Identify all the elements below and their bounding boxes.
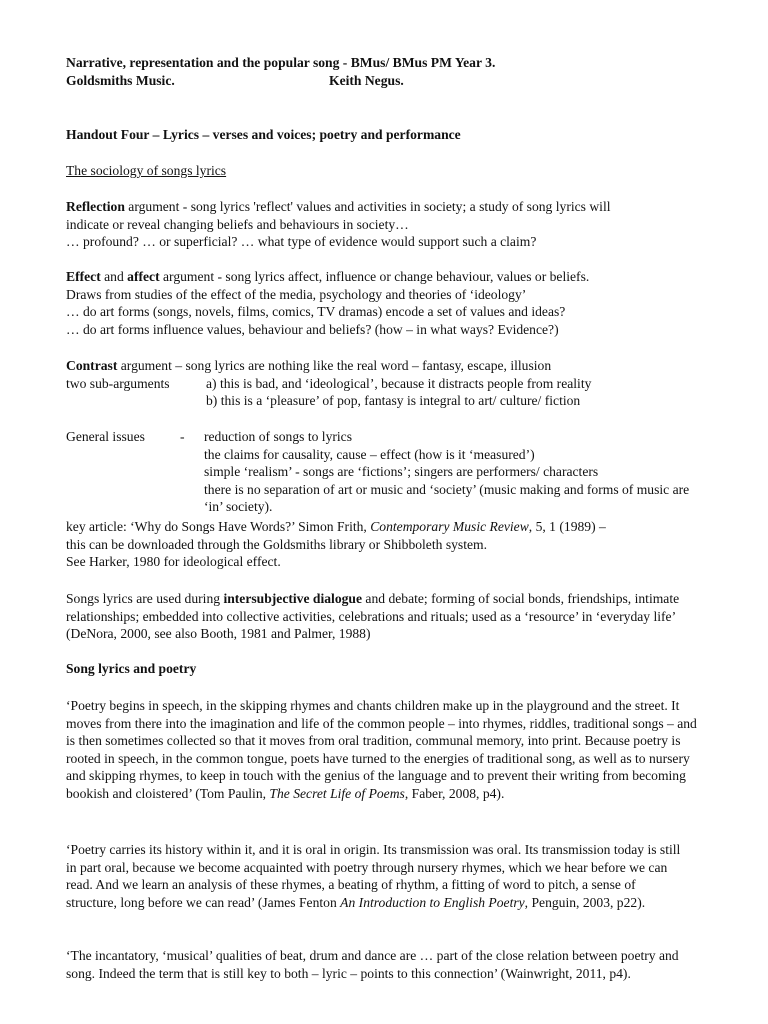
affect-term: affect [127, 269, 160, 284]
key-article [66, 518, 706, 571]
quote-paulin-post: , Faber, 2008, p4). [404, 785, 505, 801]
key-article-pre: key article: ‘Why do Songs Have Words?’ Simon Frith, [66, 519, 371, 534]
quote-fenton-text: ‘Poetry carries its history within it, and it is oral in origin. Its transmission was oral. Its transmission today is still in part oral, because we become acquainted with poetry through nursery rhymes, which we hear before we can read. And we learn an analysis of these rhymes, a beating of rhythm, a fitting of word to pitch, a sense of structure, long before we can read’ (James Fenton [66, 842, 681, 910]
quote-paulin [66, 697, 704, 803]
general-issue-item: there is no separation of art or music and ‘society’ (music making and forms of music are ‘in’ society). [204, 481, 690, 515]
effect-and: and [100, 269, 128, 284]
contrast-sub-a: a) this is bad, and ‘ideological’, because it distracts people from reality [206, 375, 592, 391]
reflection-line-2: indicate or reveal changing beliefs and behaviours in society… [66, 216, 409, 232]
reflection-paragraph [66, 198, 706, 251]
quote-fenton [66, 841, 686, 911]
effect-line-2: Draws from studies of the effect of the media, psychology and theories of ‘ideology’ [66, 286, 527, 302]
reflection-line-1: argument - song lyrics 'reflect' values and activities in society; a study of song lyrics will [124, 199, 611, 214]
general-issue-item: reduction of songs to lyrics [204, 429, 352, 444]
general-issues [66, 428, 706, 516]
intersubjective-term: intersubjective dialogue [223, 591, 363, 606]
quote-wainwright: ‘The incantatory, ‘musical’ qualities of beat, drum and dance are … part of the close relation between poetry and song. Indeed the term that is still key to both – lyric – points to this connection’ (Wainwright, 2011, p4). [66, 948, 679, 981]
effect-term: Effect [66, 269, 101, 284]
quote-fenton-book: An Introduction to English Poetry [340, 894, 525, 910]
section-heading-poetry: Song lyrics and poetry [66, 661, 197, 676]
course-author: Keith Negus. [329, 72, 404, 88]
course-header [66, 54, 706, 89]
course-title: Narrative, representation and the popular song - BMus/ BMus PM Year 3. [66, 55, 496, 70]
general-issues-label: General issues [66, 429, 145, 444]
effect-line-1: argument - song lyrics affect, influence or change behaviour, values or beliefs. [159, 269, 590, 284]
key-article-post: , 5, 1 (1989) – [528, 519, 606, 534]
contrast-sub-b: b) this is a ‘pleasure’ of pop, fantasy is integral to art/ culture/ fiction [206, 393, 581, 409]
quote-paulin-text: ‘Poetry begins in speech, in the skipping rhymes and chants children make up in the playground and the street. It moves from there into the imagination and life of the common people – into rhymes, riddles, traditional songs – and is then sometimes collected so that it moves from oral tradition, communal memory, into print. Because poetry is rooted in speech, in the common tongue, poets have turned to the energies of traditional song, as well as to nursery and skipping rhymes, to keep in touch with the genius of the language and to prevent their writing from becoming bookish and cloistered’ (Tom Paulin, [66, 698, 697, 801]
reflection-term: Reflection [66, 199, 125, 214]
effect-line-4: … do art forms influence values, behaviour and beliefs? (how – in what ways? Evidence?) [66, 321, 559, 337]
key-article-journal: Contemporary Music Review [370, 519, 529, 534]
contrast-term: Contrast [66, 358, 118, 373]
course-org: Goldsmiths Music. [66, 72, 175, 88]
intersubjective-pre: Songs lyrics are used during [66, 591, 224, 606]
effect-paragraph [66, 268, 706, 338]
course-org-row [66, 72, 706, 90]
quote-fenton-post: , Penguin, 2003, p22). [524, 894, 646, 910]
general-issue-item: the claims for causality, cause – effect (how is it ‘measured’) [204, 446, 535, 462]
section-heading-sociology: The sociology of songs lyrics [66, 163, 227, 178]
intersubjective-paragraph [66, 590, 712, 643]
general-issues-dash: - [180, 429, 185, 444]
key-article-line-3: See Harker, 1980 for ideological effect. [66, 554, 281, 570]
effect-line-3: … do art forms (songs, novels, films, comics, TV dramas) encode a set of values and ideas? [66, 304, 566, 320]
intersubjective-post: and debate; forming of social bonds, friendships, intimate relationships; embedded into collective activities, celebrations and rituals; used as a ‘resource’ in ‘everyday life’ (DeNora, 2000, see also Booth, 1981 and Palmer, 1988) [66, 591, 680, 642]
contrast-sub-a-row [66, 375, 706, 393]
quote-paulin-book: The Secret Life of Poems [269, 785, 405, 801]
general-issue-item: simple ‘realism’ - songs are ‘fictions’; singers are performers/ characters [204, 464, 599, 480]
contrast-paragraph [66, 357, 706, 410]
key-article-line-2: this can be downloaded through the Goldsmiths library or Shibboleth system. [66, 536, 487, 552]
handout-title: Handout Four – Lyrics – verses and voices; poetry and performance [66, 127, 461, 142]
contrast-sub-label: two sub-arguments [66, 375, 170, 391]
reflection-line-3: … profound? … or superficial? … what type of evidence would support such a claim? [66, 234, 537, 250]
contrast-line-1: argument – song lyrics are nothing like the real word – fantasy, escape, illusion [117, 358, 552, 373]
